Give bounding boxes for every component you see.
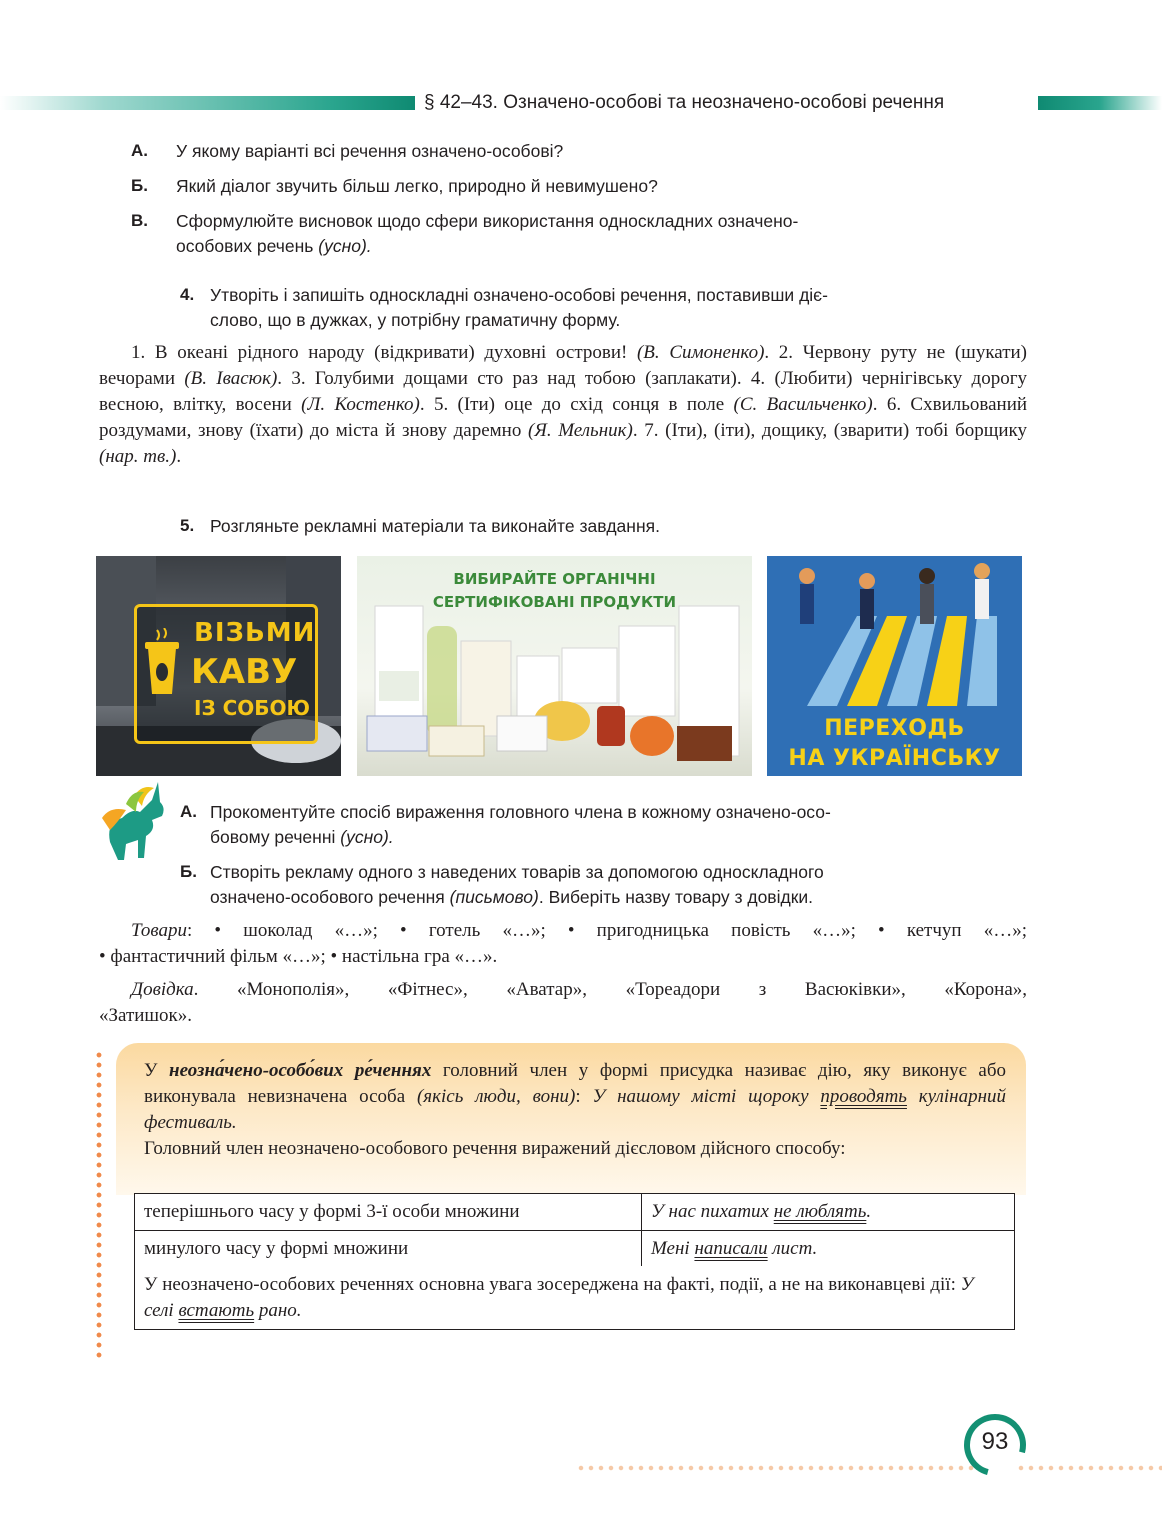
- exercise-text: [99, 340, 1027, 470]
- question-bottom-letter-b: Б.: [180, 862, 197, 881]
- dotted-border-left: [96, 1050, 102, 1360]
- ad-crossing-image: [767, 556, 1022, 776]
- table-row: [135, 1231, 1015, 1268]
- row-1-example-b: .: [866, 1201, 872, 1222]
- question-v-note: (усно).: [318, 236, 372, 256]
- question-letter-a: А.: [131, 141, 148, 160]
- page-number: 93: [981, 1428, 1009, 1455]
- question-b-text: Який діалог звучить більш легко, природно й невимушено?: [176, 176, 658, 196]
- section-title: § 42–43. Означено-особові та неозначено-особові речення: [424, 92, 945, 113]
- question-bottom-a-note: (усно).: [340, 827, 394, 847]
- rule-note: [134, 1266, 1015, 1330]
- crossing-line-1: ПЕРЕХОДЬ: [824, 716, 965, 741]
- table-cell-form: минулого часу у формі множини: [135, 1231, 642, 1268]
- exercise-author-2: (В. Івасюк): [184, 368, 278, 389]
- exercise-author-1: (В. Симоненко): [636, 342, 765, 363]
- rule-p1-b: головний член у формі присудка називає дію, яку виконує або виконувала невизначена особа: [144, 1060, 1007, 1107]
- coffee-line-2: КАВУ: [191, 652, 298, 692]
- exercise-sentence-3: . 3. Голубими дощами сто раз над тобою (заплакати). 4. (Любити) чернігівську дорогу весною, влітку, восени: [99, 368, 1027, 415]
- task-4-number: 4.: [180, 285, 195, 304]
- ad-coffee-image: [96, 556, 341, 776]
- task-5-text: Розгляньте рекламні матеріали та виконайте завдання.: [210, 516, 660, 536]
- question-bottom-b-line2: [210, 885, 813, 910]
- goods-text-1: : • шоколад «…»; • готель «…»; • пригодницька повість «…»; • кетчуп «…»;: [187, 920, 1027, 941]
- exercise-author-3: (Л. Костенко): [301, 394, 420, 415]
- question-bottom-letter-a: А.: [180, 802, 197, 821]
- row-2-example-a: Мені: [651, 1238, 695, 1259]
- question-letter-v: В.: [131, 211, 148, 230]
- exercise-sentence-1: 1. В океані рідного народу (відкривати) духовні острови!: [131, 342, 628, 363]
- footer-dots: [576, 1464, 1162, 1472]
- exercise-author-4: (С. Васильченко): [733, 394, 873, 415]
- coffee-cup-icon: [142, 628, 182, 698]
- rule-p2: Головний член неозначено-особового речення виражений дієсловом дійсного способу:: [144, 1138, 846, 1159]
- coffee-line-1: ВІЗЬМИ: [194, 618, 316, 648]
- organic-line-2: СЕРТИФІКОВАНІ ПРОДУКТИ: [432, 593, 677, 611]
- products-icon: [357, 556, 752, 776]
- question-v-line2: [176, 234, 372, 259]
- table-cell-example: [642, 1231, 1015, 1268]
- crossing-line-2: НА УКРАЇНСЬКУ: [788, 746, 1001, 771]
- rule-example-verb: проводять: [820, 1086, 907, 1107]
- row-1-example-a: У нас пихатих: [651, 1201, 774, 1222]
- question-bottom-b-line2a: означено-особового речення: [210, 887, 445, 907]
- exercise-end: .: [176, 446, 182, 467]
- reference-text-1: . «Монополія», «Фітнес», «Аватар», «Тореадори з Васюківки», «Корона»,: [193, 979, 1027, 1000]
- question-v-line2-text: особових речень: [176, 236, 314, 256]
- rule-note-example-a: У селі: [144, 1274, 974, 1321]
- question-v-line1: Сформулюйте висновок щодо сфери використання односкладних означено-: [176, 211, 799, 231]
- task-5-number: 5.: [180, 516, 195, 535]
- table-row: [135, 1194, 1015, 1231]
- header-bar-right: [1038, 96, 1162, 110]
- exercise-author-5: (Я. Мельник): [528, 420, 633, 441]
- rule-p1-a: У: [144, 1060, 170, 1081]
- rule-p1-c: :: [575, 1086, 593, 1107]
- table-cell-form: теперішнього часу у формі 3-ї особи множини: [135, 1194, 642, 1231]
- rule-p1-note: (якісь люди, вони): [416, 1086, 576, 1107]
- question-bottom-a-line2: [210, 825, 394, 850]
- question-bottom-a-line1: Прокоментуйте спосіб вираження головного члена в кожному означено-осо-: [210, 802, 831, 822]
- crosswalk-icon: [767, 556, 1022, 776]
- goods-label: Товари: [131, 920, 187, 941]
- rule-note-example-b: рано.: [254, 1300, 302, 1321]
- question-bottom-b-note: (письмово): [449, 887, 539, 907]
- rule-definition: [144, 1058, 1006, 1162]
- reference-line-2: «Затишок».: [99, 1005, 193, 1026]
- exercise-sentence-6: . 7. (Іти), (іти), дощику, (зварити) тобі борщику: [632, 420, 1028, 441]
- question-bottom-b-line2b: . Виберіть назву товару з довідки.: [538, 887, 813, 907]
- exercise-author-6: (нар. тв.): [99, 446, 177, 467]
- exercise-sentence-4: . 5. (Іти) оце до схід сонця в поле: [419, 394, 725, 415]
- rule-example-1a: У нашому місті щороку: [592, 1086, 821, 1107]
- organic-line-1: ВИБИРАЙТЕ ОРГАНІЧНІ: [453, 570, 656, 588]
- question-letter-b: Б.: [131, 176, 148, 195]
- reference-label: Довідка: [131, 979, 194, 1000]
- unicorn-icon: [96, 778, 174, 862]
- rule-note-example-verb: встають: [178, 1300, 255, 1321]
- rule-note-text: У неозначено-особових реченнях основна увага зосереджена на факті, події, а не на виконавцеві дії:: [144, 1274, 961, 1295]
- question-bottom-b-line1: Створіть рекламу одного з наведених товарів за допомогою односкладного: [210, 862, 824, 882]
- exercise-sentence-2: . 2. Червону руту не (шукати) вечорами: [99, 342, 1027, 389]
- row-2-example-verb: написали: [694, 1238, 768, 1259]
- goods-line-1: [99, 918, 1027, 944]
- coffee-line-3: ІЗ СОБОЮ: [194, 696, 311, 720]
- rule-term: неозна́чено-особо́вих ре́ченнях: [169, 1060, 432, 1081]
- exercise-sentence-5: . 6. Схвильований роздумами, знову (їхати) до міста й знову даремно: [99, 394, 1028, 441]
- header-bar-left: [0, 96, 415, 110]
- rule-example-1b: кулінарний фестиваль.: [144, 1086, 1007, 1133]
- table-cell-example: [642, 1194, 1015, 1231]
- ad-organic-image: [357, 556, 752, 776]
- reference-line-1: [99, 977, 1027, 1003]
- rule-table: [134, 1193, 1015, 1268]
- row-1-example-verb: не люблять: [773, 1201, 867, 1222]
- task-4-line2: слово, що в дужках, у потрібну граматичну форму.: [210, 310, 621, 330]
- goods-line-2: • фантастичний фільм «…»; • настільна гра «…».: [99, 946, 498, 967]
- row-2-example-b: лист.: [767, 1238, 818, 1259]
- question-a-text: У якому варіанті всі речення означено-особові?: [176, 141, 564, 161]
- task-4-line1: Утворіть і запишіть односкладні означено-особові речення, поставивши діє-: [210, 285, 828, 305]
- question-bottom-a-line2-text: бовому реченні: [210, 827, 336, 847]
